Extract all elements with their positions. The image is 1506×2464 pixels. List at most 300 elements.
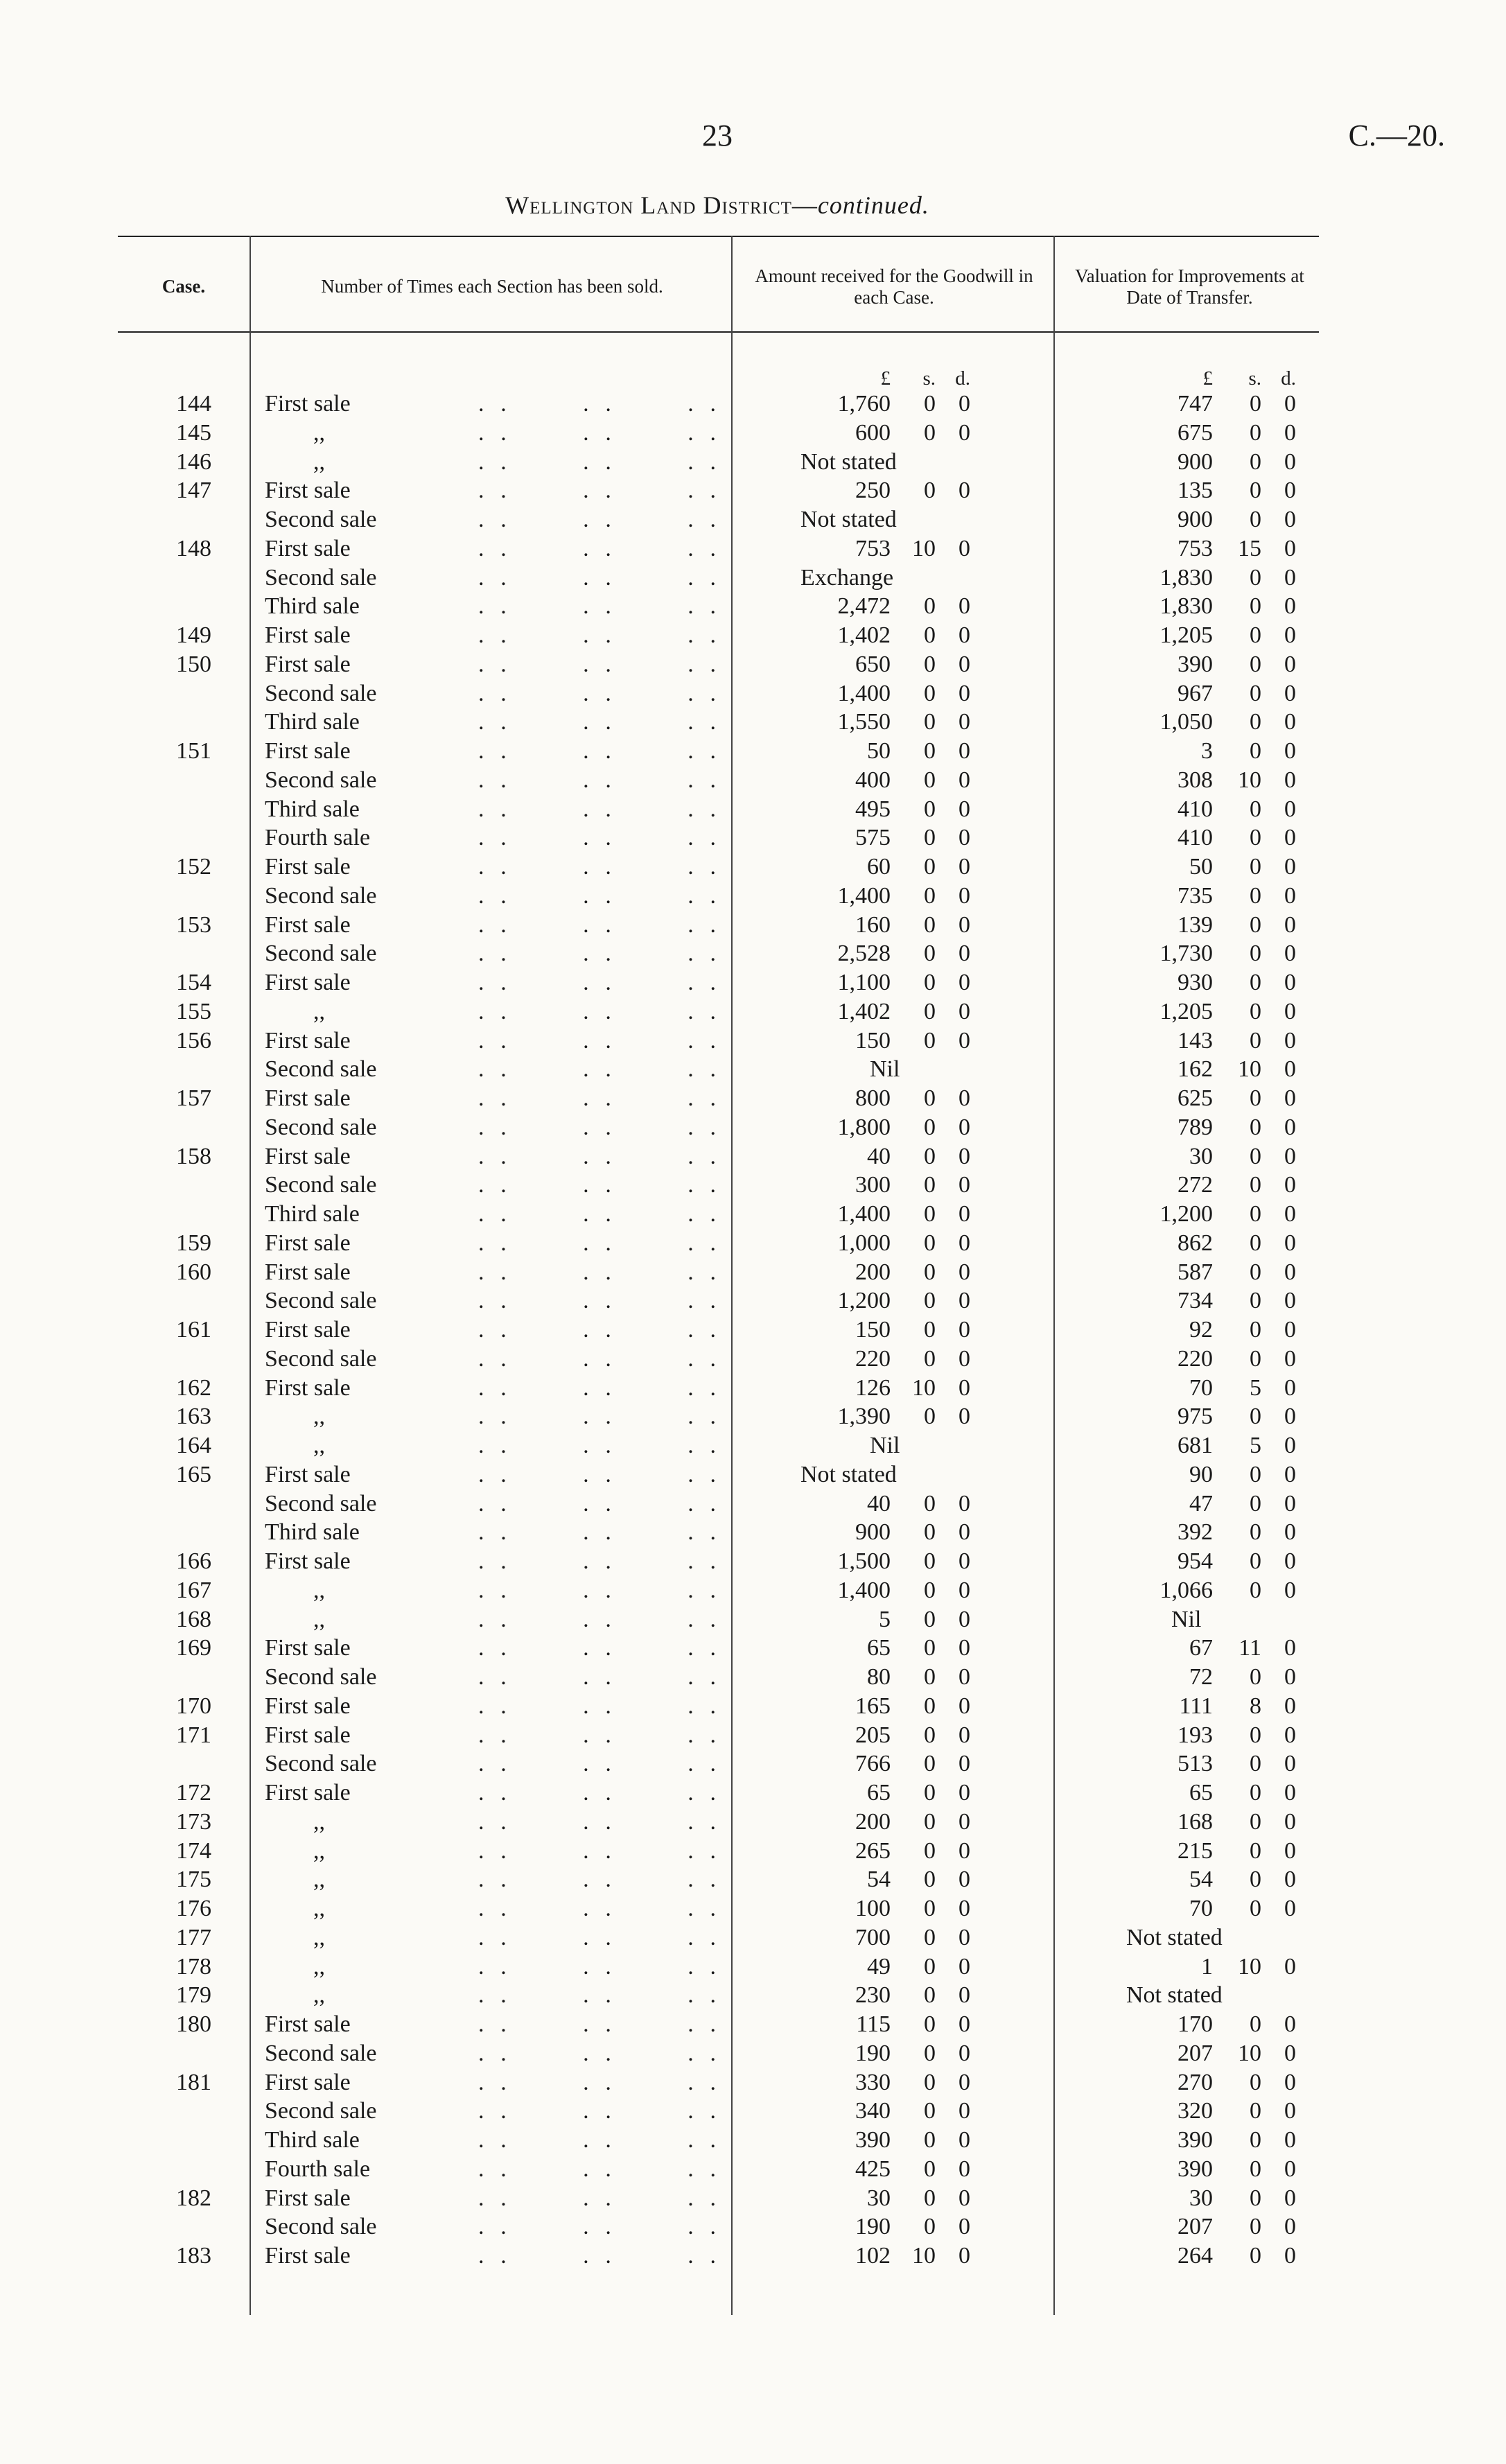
pence: 0 — [958, 1374, 970, 1401]
case-number: 170 — [176, 1693, 211, 1719]
pence: 0 — [1284, 593, 1296, 620]
leader-dots: . . . . . . — [478, 1664, 717, 1690]
leader-dots: . . . . . . — [478, 1288, 717, 1314]
shillings: 0 — [924, 1404, 936, 1430]
pounds: 975 — [1177, 1404, 1213, 1430]
pence: 0 — [1284, 419, 1296, 446]
shillings: 0 — [924, 2098, 936, 2124]
case-number: 152 — [176, 854, 211, 880]
pounds: 200 — [855, 1808, 891, 1835]
table-row — [118, 766, 1319, 795]
pence: 0 — [958, 2156, 970, 2182]
shillings: 0 — [924, 767, 936, 793]
sale-label: ,, — [313, 1433, 325, 1458]
table-row — [118, 621, 1319, 650]
shillings: 0 — [1250, 391, 1261, 417]
table-row — [118, 708, 1319, 737]
leader-dots: . . . . . . — [478, 448, 717, 475]
case-number: 159 — [176, 1230, 211, 1256]
shillings: 0 — [1250, 2098, 1261, 2124]
pence: 0 — [1284, 1172, 1296, 1198]
pounds: 30 — [1189, 2185, 1213, 2211]
shillings: 10 — [1238, 2040, 1261, 2066]
pence: 0 — [958, 1953, 970, 1980]
table-row — [118, 1258, 1319, 1287]
case-number: 166 — [176, 1548, 211, 1574]
pence: 0 — [1284, 1837, 1296, 1864]
sale-label: First sale — [265, 2243, 351, 2269]
table-row — [118, 1837, 1319, 1866]
pence: 0 — [958, 1143, 970, 1169]
pence: 0 — [958, 478, 970, 504]
shillings: 0 — [924, 1808, 936, 1835]
pence: 0 — [1284, 2098, 1296, 2124]
table-row — [118, 2039, 1319, 2068]
pounds: 49 — [867, 1953, 891, 1980]
table-row — [118, 1431, 1319, 1460]
pounds: 168 — [1177, 1808, 1213, 1835]
district-title-main: Wellington Land District— — [505, 191, 818, 219]
shillings: 0 — [924, 1230, 936, 1256]
leader-dots: . . . . . . — [478, 1519, 717, 1546]
pence: 0 — [958, 1230, 970, 1256]
shillings: 0 — [924, 1635, 936, 1661]
amount-note: Not stated — [800, 448, 897, 475]
pounds: 165 — [855, 1693, 891, 1719]
sale-label: ,, — [313, 1896, 325, 1921]
pounds: 150 — [855, 1317, 891, 1343]
pence: 0 — [958, 622, 970, 648]
pence: 0 — [1284, 970, 1296, 995]
pounds: 300 — [855, 1172, 891, 1198]
shillings: 0 — [1250, 2185, 1261, 2211]
shillings: 0 — [1250, 651, 1261, 677]
pounds: 390 — [855, 2127, 891, 2153]
pence: 0 — [958, 1114, 970, 1140]
leader-dots: . . . . . . — [478, 2127, 717, 2153]
pence: 0 — [958, 1490, 970, 1517]
pounds: 205 — [855, 1722, 891, 1748]
header-valuation: Valuation for Improvements at Date of Transfer. — [1075, 265, 1304, 308]
shillings: 0 — [1250, 882, 1261, 909]
table-row — [118, 1721, 1319, 1750]
table-row — [118, 1055, 1319, 1084]
pounds: 625 — [1177, 1085, 1213, 1111]
sale-label: Third sale — [265, 709, 360, 735]
sale-label: First sale — [265, 2069, 351, 2095]
shillings: 0 — [924, 1143, 936, 1169]
case-number: 182 — [176, 2185, 211, 2211]
sale-label: First sale — [265, 970, 351, 995]
shillings: 10 — [1238, 1056, 1261, 1083]
sale-label: Second sale — [265, 2214, 377, 2240]
sale-label: ,, — [313, 1867, 325, 1893]
sale-label: ,, — [313, 1953, 325, 1980]
sale-label: Third sale — [265, 796, 360, 822]
shillings: 0 — [1250, 2011, 1261, 2037]
pence: 0 — [958, 1519, 970, 1546]
table-row — [118, 1808, 1319, 1837]
pence: 0 — [958, 391, 970, 417]
table-row — [118, 1952, 1319, 1982]
shillings: 0 — [924, 1490, 936, 1517]
table-row — [118, 2097, 1319, 2126]
shillings: 0 — [1250, 1461, 1261, 1487]
pence: 0 — [1284, 1548, 1296, 1574]
shillings: 0 — [924, 1345, 936, 1372]
shillings: 0 — [1250, 1780, 1261, 1806]
leader-dots: . . . . . . — [478, 1808, 717, 1835]
leader-dots: . . . . . . — [478, 854, 717, 880]
pounds: 5 — [879, 1606, 891, 1632]
case-number: 155 — [176, 998, 211, 1024]
case-number: 175 — [176, 1867, 211, 1893]
pounds: 220 — [855, 1345, 891, 1372]
pounds: 65 — [867, 1780, 891, 1806]
pence: 0 — [958, 1896, 970, 1921]
leader-dots: . . . . . . — [478, 680, 717, 706]
table-row — [118, 1142, 1319, 1171]
pence: 0 — [958, 998, 970, 1024]
pence: 0 — [958, 1404, 970, 1430]
pounds: 1,205 — [1159, 998, 1213, 1024]
sale-label: Third sale — [265, 2127, 360, 2153]
pounds: 954 — [1177, 1548, 1213, 1574]
sale-label: First sale — [265, 391, 351, 417]
district-title-continued: continued. — [817, 191, 929, 219]
pence: 0 — [1284, 564, 1296, 591]
table-row — [118, 1749, 1319, 1779]
pounds: 1,830 — [1159, 564, 1213, 591]
pounds: 230 — [855, 1982, 891, 2009]
pence: 0 — [1284, 478, 1296, 504]
pounds: 115 — [856, 2011, 891, 2037]
pence: 0 — [1284, 1722, 1296, 1748]
leader-dots: . . . . . . — [478, 1230, 717, 1256]
shillings: 0 — [1250, 2156, 1261, 2182]
shillings: 0 — [924, 854, 936, 880]
sale-label: ,, — [313, 1404, 325, 1430]
sale-label: Third sale — [265, 593, 360, 620]
pounds: 390 — [1177, 651, 1213, 677]
pounds: 143 — [1177, 1027, 1213, 1054]
sale-label: Fourth sale — [265, 2156, 371, 2182]
pounds: 200 — [855, 1259, 891, 1285]
pence: 0 — [1284, 1201, 1296, 1227]
pence: 0 — [1284, 651, 1296, 677]
pounds: 54 — [1189, 1867, 1213, 1893]
leader-dots: . . . . . . — [478, 941, 717, 967]
pounds: 1,402 — [837, 622, 891, 648]
shillings: 0 — [1250, 2069, 1261, 2095]
pence: 0 — [958, 2185, 970, 2211]
pence: 0 — [958, 767, 970, 793]
table-row — [118, 1026, 1319, 1056]
sale-label: Second sale — [265, 507, 377, 532]
table-row — [118, 1894, 1319, 1923]
shillings: 0 — [924, 680, 936, 706]
sale-label: First sale — [265, 738, 351, 764]
table-row — [118, 1981, 1319, 2010]
pence: 0 — [958, 738, 970, 764]
pounds: 90 — [1189, 1461, 1213, 1487]
pence: 0 — [1284, 1664, 1296, 1690]
district-title — [0, 191, 1435, 220]
pounds: 250 — [855, 478, 891, 504]
shillings: 0 — [924, 1317, 936, 1343]
pounds: 1,500 — [837, 1548, 891, 1574]
pounds: 700 — [855, 1924, 891, 1950]
shillings: 0 — [1250, 1345, 1261, 1372]
table-row — [118, 1374, 1319, 1403]
shillings: 0 — [924, 1982, 936, 2009]
table-body — [118, 390, 1319, 2271]
shillings: 0 — [924, 593, 936, 620]
pence: 0 — [958, 1722, 970, 1748]
pounds: 190 — [855, 2040, 891, 2066]
leader-dots: . . . . . . — [478, 1374, 717, 1401]
case-number: 174 — [176, 1837, 211, 1864]
leader-dots: . . . . . . — [478, 1837, 717, 1864]
pounds: 575 — [855, 825, 891, 851]
pence: 0 — [958, 1027, 970, 1054]
unit-shillings: s. — [1248, 367, 1261, 390]
shillings: 0 — [1250, 1085, 1261, 1111]
leader-dots: . . . . . . — [478, 911, 717, 938]
table-row — [118, 1345, 1319, 1374]
shillings: 0 — [1250, 738, 1261, 764]
leader-dots: . . . . . . — [478, 419, 717, 446]
shillings: 0 — [924, 1519, 936, 1546]
pence: 0 — [1284, 1461, 1296, 1487]
leader-dots: . . . . . . — [478, 970, 717, 995]
pence: 0 — [958, 2069, 970, 2095]
shillings: 0 — [1250, 1317, 1261, 1343]
pence: 0 — [1284, 1317, 1296, 1343]
document-code: C.—20. — [1348, 119, 1445, 152]
shillings: 0 — [1250, 419, 1261, 446]
leader-dots: . . . . . . — [478, 1896, 717, 1921]
leader-dots: . . . . . . — [478, 1606, 717, 1632]
leader-dots: . . . . . . — [478, 507, 717, 532]
pounds: 1,200 — [1159, 1201, 1213, 1227]
shillings: 0 — [924, 970, 936, 995]
sale-label: First sale — [265, 1548, 351, 1574]
leader-dots: . . . . . . — [478, 1461, 717, 1487]
pounds: 135 — [1177, 478, 1213, 504]
shillings: 0 — [924, 1693, 936, 1719]
shillings: 0 — [924, 1896, 936, 1921]
pence: 0 — [1284, 1114, 1296, 1140]
shillings: 0 — [1250, 2243, 1261, 2269]
shillings: 0 — [1250, 1808, 1261, 1835]
sale-label: First sale — [265, 478, 351, 504]
pence: 0 — [1284, 1896, 1296, 1921]
shillings: 0 — [924, 738, 936, 764]
pounds: 207 — [1177, 2040, 1213, 2066]
shillings: 0 — [924, 1288, 936, 1314]
sale-label: ,, — [313, 998, 325, 1024]
shillings: 0 — [924, 391, 936, 417]
table-row — [118, 1402, 1319, 1431]
pence: 0 — [958, 419, 970, 446]
leader-dots: . . . . . . — [478, 738, 717, 764]
pence: 0 — [1284, 911, 1296, 938]
case-number: 176 — [176, 1896, 211, 1921]
shillings: 0 — [1250, 998, 1261, 1024]
pounds: 390 — [1177, 2156, 1213, 2182]
pounds: 264 — [1177, 2243, 1213, 2269]
pounds: 410 — [1177, 796, 1213, 822]
pounds: 70 — [1189, 1896, 1213, 1921]
leader-dots: . . . . . . — [478, 2214, 717, 2240]
shillings: 0 — [1250, 680, 1261, 706]
table-row — [118, 505, 1319, 534]
shillings: 0 — [924, 1201, 936, 1227]
leader-dots: . . . . . . — [478, 1345, 717, 1372]
sale-label: First sale — [265, 1230, 351, 1256]
shillings: 0 — [1250, 564, 1261, 591]
pounds: 330 — [855, 2069, 891, 2095]
pounds: 1,066 — [1159, 1577, 1213, 1603]
pence: 0 — [1284, 1433, 1296, 1458]
pence: 0 — [1284, 535, 1296, 561]
table-row — [118, 968, 1319, 997]
case-number: 172 — [176, 1780, 211, 1806]
unit-pence: d. — [955, 367, 970, 390]
pounds: 1,000 — [837, 1230, 891, 1256]
shillings: 0 — [1250, 1664, 1261, 1690]
leader-dots: . . . . . . — [478, 2098, 717, 2124]
sale-label: Second sale — [265, 1751, 377, 1777]
sale-label: ,, — [313, 419, 325, 446]
sale-label: Second sale — [265, 1114, 377, 1140]
table-row — [118, 1547, 1319, 1576]
shillings: 0 — [1250, 825, 1261, 851]
leader-dots: . . . . . . — [478, 796, 717, 822]
pence: 0 — [1284, 1751, 1296, 1777]
shillings: 0 — [924, 796, 936, 822]
sale-label: First sale — [265, 1143, 351, 1169]
case-number: 167 — [176, 1577, 211, 1603]
shillings: 0 — [1250, 1722, 1261, 1748]
shillings: 0 — [924, 1751, 936, 1777]
table-row — [118, 795, 1319, 824]
pence: 0 — [1284, 1288, 1296, 1314]
sale-label: Second sale — [265, 1056, 377, 1083]
pounds: 495 — [855, 796, 891, 822]
shillings: 0 — [924, 478, 936, 504]
shillings: 0 — [924, 2127, 936, 2153]
leader-dots: . . . . . . — [478, 1751, 717, 1777]
case-number: 151 — [176, 738, 211, 764]
table-row — [118, 1316, 1319, 1345]
case-number: 179 — [176, 1982, 211, 2009]
table-row — [118, 882, 1319, 911]
pounds: 1,400 — [837, 680, 891, 706]
case-number: 181 — [176, 2069, 211, 2095]
pence: 0 — [1284, 2040, 1296, 2066]
leader-dots: . . . . . . — [478, 1085, 717, 1111]
pence: 0 — [958, 796, 970, 822]
leader-dots: . . . . . . — [478, 2185, 717, 2211]
pounds: 1,205 — [1159, 622, 1213, 648]
pounds: 265 — [855, 1837, 891, 1864]
pence: 0 — [1284, 1635, 1296, 1661]
pence: 0 — [1284, 796, 1296, 822]
sale-label: ,, — [313, 1606, 325, 1632]
shillings: 0 — [1250, 448, 1261, 475]
pounds: 930 — [1177, 970, 1213, 995]
case-number: 145 — [176, 419, 211, 446]
pence: 0 — [1284, 1085, 1296, 1111]
shillings: 0 — [924, 1577, 936, 1603]
pence: 0 — [1284, 1143, 1296, 1169]
pence: 0 — [1284, 2127, 1296, 2153]
shillings: 0 — [1250, 1490, 1261, 1517]
table-row — [118, 2068, 1319, 2097]
pence: 0 — [1284, 825, 1296, 851]
pounds: 1,830 — [1159, 593, 1213, 620]
pence: 0 — [958, 2011, 970, 2037]
unit-pence: d. — [1281, 367, 1296, 390]
table-row — [118, 419, 1319, 448]
unit-shillings: s. — [922, 367, 936, 390]
table-row — [118, 1489, 1319, 1519]
pence: 0 — [958, 1085, 970, 1111]
pounds: 126 — [855, 1374, 891, 1401]
sale-label: Fourth sale — [265, 825, 371, 851]
pounds: 753 — [1177, 535, 1213, 561]
shillings: 8 — [1250, 1693, 1261, 1719]
leader-dots: . . . . . . — [478, 622, 717, 648]
table-top-rule — [118, 236, 1319, 237]
pence: 0 — [1284, 1345, 1296, 1372]
leader-dots: . . . . . . — [478, 1722, 717, 1748]
shillings: 0 — [1250, 1114, 1261, 1140]
sale-label: First sale — [265, 622, 351, 648]
sale-label: First sale — [265, 2011, 351, 2037]
sale-label: Second sale — [265, 882, 377, 909]
leader-dots: . . . . . . — [478, 593, 717, 620]
header-goodwill-amount: Amount received for the Goodwill in each Case. — [755, 265, 1033, 308]
shillings: 10 — [1238, 1953, 1261, 1980]
sale-label: Second sale — [265, 1172, 377, 1198]
table-row — [118, 650, 1319, 679]
pounds: 735 — [1177, 882, 1213, 909]
pence: 0 — [1284, 622, 1296, 648]
pounds: 400 — [855, 767, 891, 793]
pence: 0 — [958, 709, 970, 735]
pounds: 220 — [1177, 1345, 1213, 1372]
table-row — [118, 448, 1319, 477]
shillings: 15 — [1238, 535, 1261, 561]
pence: 0 — [1284, 882, 1296, 909]
shillings: 0 — [924, 1722, 936, 1748]
pence: 0 — [958, 941, 970, 967]
pence: 0 — [1284, 2011, 1296, 2037]
sale-label: ,, — [313, 1837, 325, 1864]
table-row — [118, 823, 1319, 853]
shillings: 0 — [1250, 1143, 1261, 1169]
leader-dots: . . . . . . — [478, 998, 717, 1024]
pounds: 1,550 — [837, 709, 891, 735]
shillings: 0 — [1250, 478, 1261, 504]
pounds: 50 — [867, 738, 891, 764]
pounds: 900 — [1177, 448, 1213, 475]
pounds: 70 — [1189, 1374, 1213, 1401]
pence: 0 — [1284, 1056, 1296, 1083]
